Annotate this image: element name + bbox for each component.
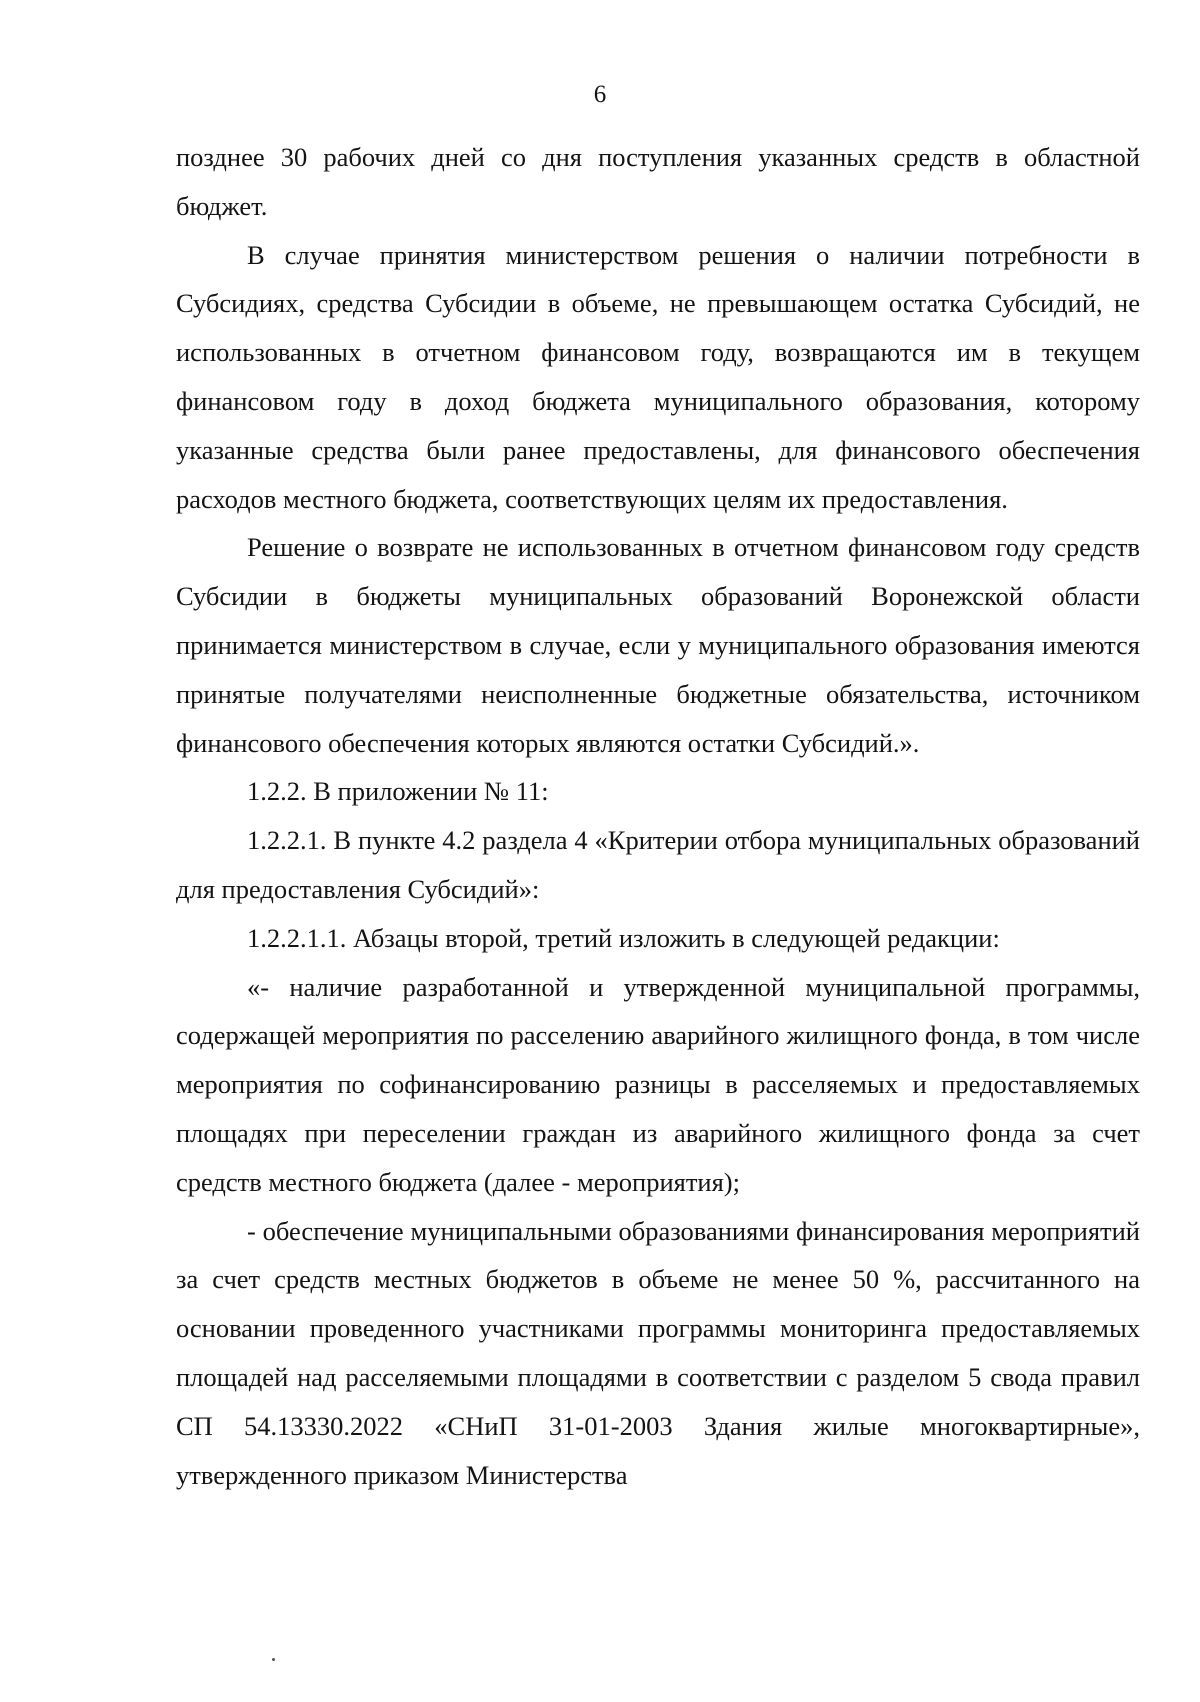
paragraph-return-decision: Решение о возврате не использованных в отчетном финансовом году средств Субсидии в бюджеты муниципальных образований Воронежской области принимается министерством в случае, если у муниципального образования имеются принятые получателями неисполненные бюджетные обязательства, источником финансового обеспечения которых являются остатки Субсидий.». <box>176 532 1140 758</box>
paragraph-item-4-2: 1.2.2.1. В пункте 4.2 раздела 4 «Критерии отбора муниципальных образований для предоставления Субсидий»: <box>176 825 1140 904</box>
paragraph-abzacy: 1.2.2.1.1. Абзацы второй, третий изложить в следующей редакции: <box>247 922 1000 953</box>
page-number: 6 <box>593 81 607 108</box>
document-body <box>176 133 1140 1499</box>
paragraph-program-criterion: «- наличие разработанной и утвержденной муниципальной программы, содержащей мероприятия по расселению аварийного жилищного фонда, в том числе мероприятия по софинансированию разницы в расселяемых и предоставляемых площадях при переселении граждан из аварийного жилищного фонда за счет средств местного бюджета (далее - мероприятия); <box>176 971 1140 1197</box>
paragraph-appendix-11: 1.2.2. В приложении № 11: <box>247 776 549 807</box>
scan-speck <box>272 1658 275 1661</box>
paragraph-subsidy-return: В случае принятия министерством решения о наличии потребности в Субсидиях, средства Субсидии в объеме, не превышающем остатка Субсидий, не использованных в отчетном финансовом году, возвращаются им в текущем финансовом году в доход бюджета муниципального образования, которому указанные средства были ранее предоставлены, для финансового обеспечения расходов местного бюджета, соответствующих целям их предоставления. <box>176 239 1140 514</box>
paragraph-continuation: позднее 30 рабочих дней со дня поступления указанных средств в областной бюджет. <box>176 142 1140 221</box>
paragraph-financing-criterion: - обеспечение муниципальными образованиями финансирования мероприятий за счет средств местных бюджетов в объеме не менее 50 %, рассчитанного на основании проведенного участниками программы мониторинга предоставляемых площадей над расселяемыми площадями в соответствии с разделом 5 свода правил СП 54.13330.2022 «СНиП 31-01-2003 Здания жилые многоквартирные», утвержденного приказом Министерства <box>176 1215 1140 1490</box>
